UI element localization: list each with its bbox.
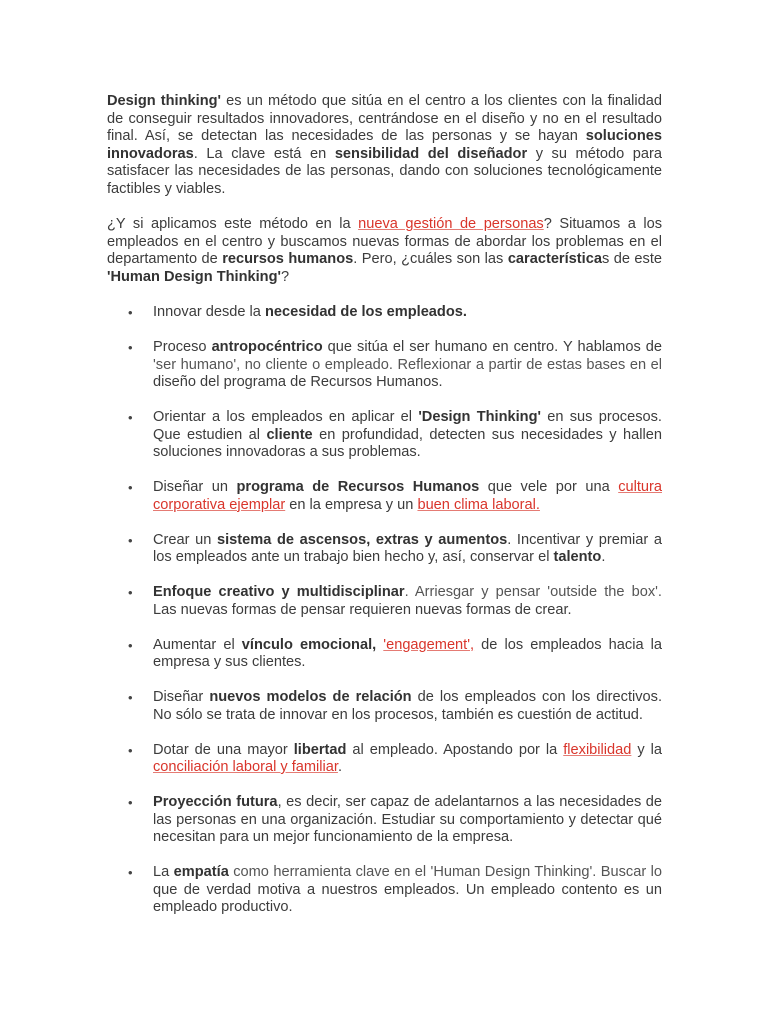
bullet-icon: • [128, 865, 133, 880]
text: en profundidad, detecten sus necesidades y hallen soluciones innovadoras a sus problemas. [153, 426, 662, 460]
text: diseño del programa de Recursos Humanos. [153, 374, 443, 390]
bullet-icon: • [128, 637, 133, 653]
text: Las nuevas formas de pensar requieren nuevas formas de crear. [153, 601, 572, 618]
bullet-icon: • [128, 532, 133, 548]
list-item [107, 339, 662, 392]
bold-text: 'Design Thinking' [418, 409, 541, 425]
list-item [107, 304, 662, 322]
list-item [107, 794, 662, 847]
link-engagement[interactable]: 'engagement', [383, 636, 475, 653]
link-nueva-gestion[interactable]: nueva gestión de personas [358, 216, 544, 232]
text: de los empleados hacia la empresa y sus clientes. [153, 636, 663, 670]
text: . [601, 549, 606, 565]
link-flexibilidad[interactable]: flexibilidad [563, 741, 632, 758]
bullet-icon: • [128, 742, 133, 758]
text: en la empresa y un [285, 496, 418, 513]
bold-text: soluciones innovadoras [107, 128, 662, 162]
bullet-icon: • [128, 410, 133, 425]
link-cultura-corporativa[interactable]: cultura corporativa ejemplar [153, 479, 662, 513]
characteristics-list [107, 304, 662, 917]
text: Diseñar [153, 689, 210, 705]
link-conciliacion[interactable]: conciliación laboral y familiar [153, 759, 338, 775]
bold-text: 'Human Design Thinking' [107, 268, 281, 285]
bold-text: sensibilidad del diseñador [334, 145, 528, 162]
bold-text: programa de Recursos Humanos [236, 479, 480, 495]
list-item [107, 479, 662, 514]
bold-text: libertad [293, 741, 347, 758]
bold-text: necesidad de los empleados. [264, 304, 467, 320]
bold-text: Design thinking' [107, 93, 221, 109]
question-paragraph [107, 216, 662, 286]
text: Orientar a los empleados en aplicar el [153, 409, 419, 425]
list-item [107, 864, 662, 917]
document-body [107, 93, 662, 934]
text: ? Situamos a los empleados en el centro y buscamos nuevas formas de abordar los problemas en el departamento de [107, 216, 663, 267]
bold-text: recursos humanos [222, 251, 354, 267]
bold-text: vínculo emocional, [241, 636, 377, 653]
text: Aumentar el [153, 636, 242, 653]
text: en el 'Human Design Thinking'. Buscar lo [394, 864, 662, 880]
bold-text: sistema de ascensos, extras y aumentos [217, 531, 508, 548]
bold-text: empatía [173, 864, 229, 880]
text: . [337, 759, 342, 775]
text: y la [631, 741, 662, 758]
text: de los empleados con los directivos. No sólo se trata de innovar en los procesos, también es cuestión de actitud. [153, 689, 663, 723]
list-item [107, 637, 662, 672]
list-item [107, 532, 662, 567]
intro-paragraph [107, 93, 662, 198]
text: que vele por una [479, 479, 619, 495]
bullet-icon: • [128, 340, 133, 355]
list-item [107, 689, 662, 724]
text: Innovar desde la [153, 304, 265, 320]
text: que sitúa el ser humano en centro. Y hablamos de [322, 339, 662, 355]
bullet-icon: • [128, 585, 133, 600]
text: Dotar de una mayor [153, 741, 294, 758]
bold-text: nuevos modelos de relación [209, 689, 412, 705]
text: que de verdad motiva a nuestros empleados. Un empleado contento es un empleado productivo. [153, 881, 662, 915]
list-item [107, 742, 662, 777]
bold-text: talento [553, 549, 602, 565]
link-buen-clima-laboral[interactable]: buen clima laboral. [417, 496, 540, 513]
text: , es decir, ser capaz de adelantarnos a las necesidades de las personas en una organización. Estudiar su comportamiento y detectar qué necesitan para un mejor funcionamiento de la empresa. [153, 794, 663, 845]
text: . Pero, ¿cuáles son las [353, 251, 508, 267]
bold-text: antropocéntrico [211, 339, 323, 355]
bullet-icon: • [128, 690, 133, 705]
text: 'ser humano', no cliente o empleado. Reflexionar a partir de estas bases en el [153, 356, 662, 373]
text: . La clave está en [193, 145, 335, 162]
list-item [107, 409, 662, 462]
text: y su método para satisfacer las necesidades de las personas, dando con soluciones tecnológicamente factibles y viables. [107, 145, 662, 197]
bold-text: Proyección futura [153, 794, 278, 810]
text: . Arriesgar y pensar 'outside the box'. [404, 584, 662, 600]
text: al empleado. Apostando por la [346, 741, 564, 758]
text: como herramienta clave [228, 864, 395, 880]
bold-text: cliente [266, 426, 313, 443]
list-item [107, 584, 662, 619]
text: Diseñar un [153, 479, 237, 495]
bold-text: Enfoque creativo y multidisciplinar [153, 584, 405, 600]
text: es un método que sitúa en el centro a los clientes con la finalidad de conseguir resultados innovadores, centrándose en el diseño y no en el resultado final. Así, se detectan las necesidades de las personas y se hayan [107, 93, 662, 144]
text: ? [280, 268, 290, 285]
text: Crear un [153, 531, 218, 548]
bullet-icon: • [128, 480, 133, 495]
text: s de este [601, 251, 662, 267]
bold-text: característica [507, 251, 602, 267]
text: . Incentivar y premiar a los empleados ante un trabajo bien hecho y, así, conservar el [153, 531, 662, 565]
text: La [153, 864, 174, 880]
bullet-icon: • [128, 305, 133, 320]
text: Proceso [153, 339, 212, 355]
bullet-icon: • [128, 795, 133, 810]
text: ¿Y si aplicamos este método en la [107, 216, 359, 232]
text: en sus procesos. Que estudien al [153, 409, 662, 443]
